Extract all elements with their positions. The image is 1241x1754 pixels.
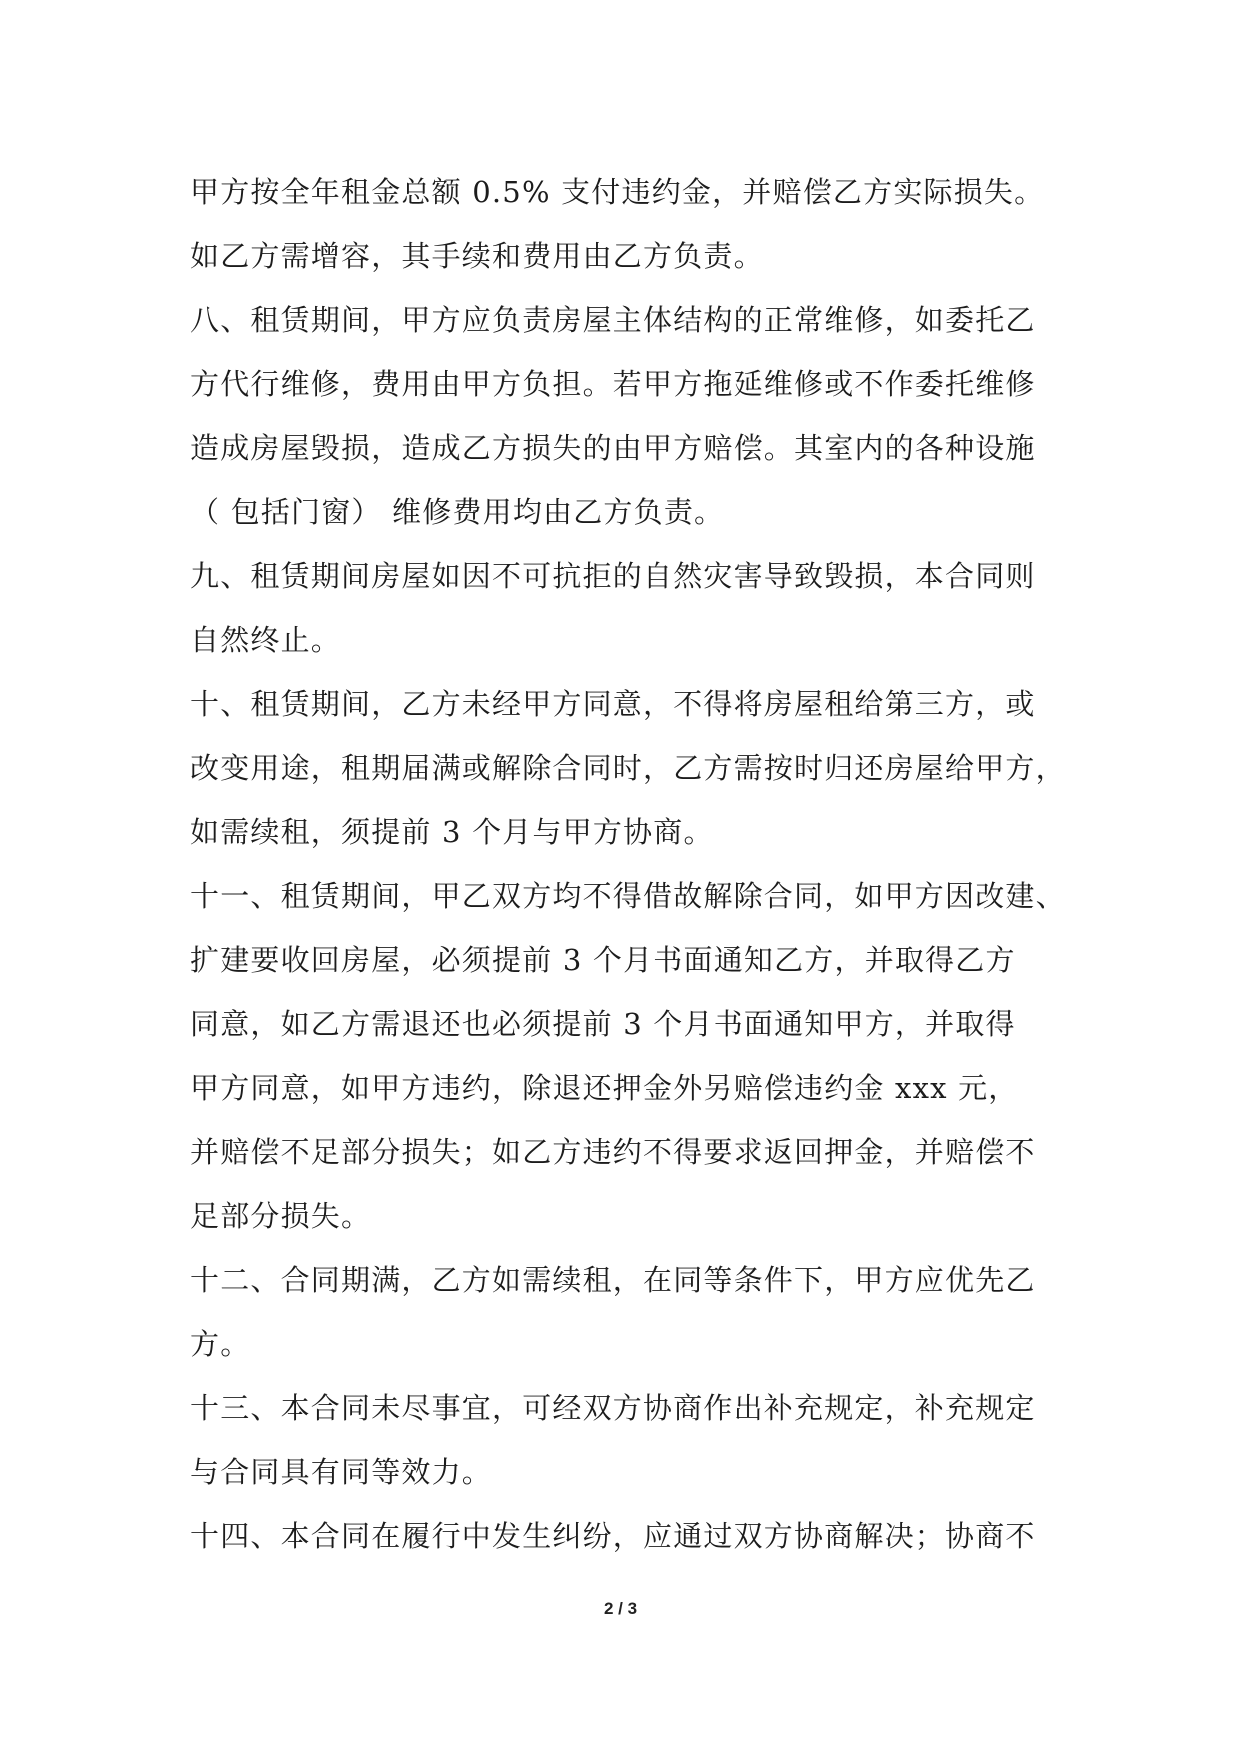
text-line: 造成房屋毁损，造成乙方损失的由甲方赔偿。其室内的各种设施 [190,431,1036,465]
text-line: 并赔偿不足部分损失；如乙方违约不得要求返回押金，并赔偿不 [190,1135,1036,1169]
text-line: 改变用途，租期届满或解除合同时，乙方需按时归还房屋给甲方， [190,751,1066,785]
text-line: 八、租赁期间，甲方应负责房屋主体结构的正常维修，如委托乙 [190,303,1036,337]
text-line: 十一、租赁期间，甲乙双方均不得借故解除合同，如甲方因改建、 [190,879,1066,913]
text-line: 同意，如乙方需退还也必须提前 3 个月书面通知甲方，并取得 [190,1007,1016,1041]
text-line: 甲方同意，如甲方违约，除退还押金外另赔偿违约金 xxx 元， [190,1071,1019,1105]
text-line: 扩建要收回房屋，必须提前 3 个月书面通知乙方，并取得乙方 [190,943,1016,977]
page-number: 2 / 3 [603,1599,638,1618]
text-line: 十、租赁期间，乙方未经甲方同意，不得将房屋租给第三方，或 [190,687,1036,721]
text-line: 十二、合同期满，乙方如需续租，在同等条件下，甲方应优先乙 [190,1263,1036,1297]
text-line: （ 包括门窗） 维修费用均由乙方负责。 [190,495,725,529]
text-line: 自然终止。 [190,623,342,657]
text-line: 与合同具有同等效力。 [190,1455,493,1489]
text-line: 方。 [190,1327,251,1361]
text-line: 九、租赁期间房屋如因不可抗拒的自然灾害导致毁损，本合同则 [190,559,1036,593]
text-line: 如需续租，须提前 3 个月与甲方协商。 [190,815,714,849]
text-line: 方代行维修，费用由甲方负担。若甲方拖延维修或不作委托维修 [190,367,1036,401]
text-line: 足部分损失。 [190,1199,372,1233]
text-line: 十四、本合同在履行中发生纠纷，应通过双方协商解决；协商不 [190,1519,1036,1553]
document-body [190,160,1090,1568]
text-line: 十三、本合同未尽事宜，可经双方协商作出补充规定，补充规定 [190,1391,1036,1425]
text-line: 如乙方需增容，其手续和费用由乙方负责。 [190,239,764,273]
text-line: 甲方按全年租金总额 0.5% 支付违约金，并赔偿乙方实际损失。 [190,175,1045,209]
